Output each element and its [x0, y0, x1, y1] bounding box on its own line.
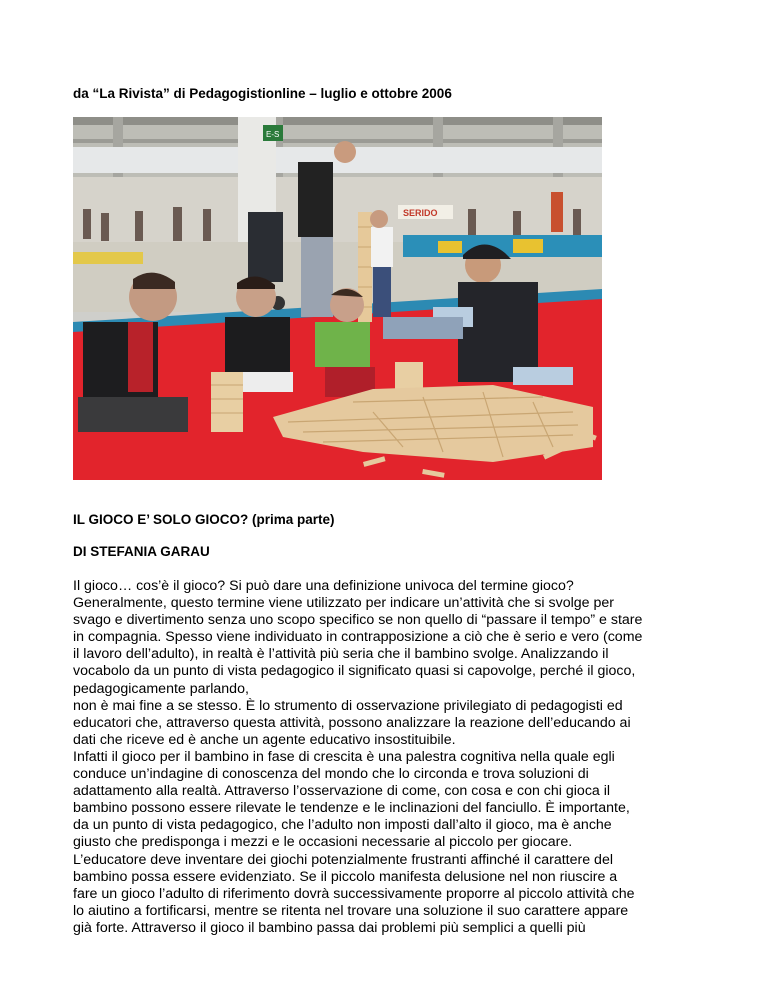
body-line: svago e divertimento senza uno scopo specifico se non quello di “passare il tempo” e stare: [73, 612, 643, 629]
body-line: il lavoro dell’adulto), in realtà è l’attività più seria che il bambino svolge. Analizzando il: [73, 646, 609, 663]
body-line: bambino possono essere rilevate le tendenze e le inclinazioni del fanciullo. È importante,: [73, 800, 630, 817]
article-title: IL GIOCO E’ SOLO GIOCO? (prima parte): [73, 512, 335, 527]
article-author: DI STEFANIA GARAU: [73, 544, 210, 559]
body-line: Il gioco… cos’è il gioco? Si può dare una definizione univoca del termine gioco?: [73, 578, 574, 594]
body-line: lo aiutino a fortificarsi, mentre se ritenta nel trovare una soluzione il suo carattere appare: [73, 902, 629, 919]
photo-banner-text: SERIDO: [403, 208, 438, 218]
photo-sign-text: E-S: [266, 130, 280, 139]
body-line: fare un gioco l’adulto di riferimento dovrà successivamente proporre al piccolo attività che: [73, 885, 635, 902]
body-line: adattamento alla realtà. Attraverso l’osservazione di come, con cosa e con chi gioca il: [73, 783, 611, 800]
article-photo: [73, 117, 602, 480]
body-line: in compagnia. Spesso viene individuato in contrapposizione a ciò che è serio e vero (come: [73, 629, 643, 646]
body-line: vocabolo da un punto di vista pedagogico il significato quasi si capovolge, perché il gioco,: [73, 663, 636, 680]
body-line: pedagogicamente parlando,: [73, 680, 249, 697]
body-line: non è mai fine a se stesso. È lo strumento di osservazione privilegiato di pedagogisti ed: [73, 697, 623, 714]
article-body: [73, 578, 703, 937]
body-line: L’educatore deve inventare dei giochi potenzialmente frustranti affinché il carattere del: [73, 851, 613, 868]
body-line: giusto che predisponga i mezzi e le occasioni necessarie al piccolo per giocare.: [73, 834, 573, 851]
body-line: da un punto di vista pedagogico, che l’adulto non imposti dall’alto il gioco, ma è anche: [73, 817, 612, 834]
body-line: educatori che, attraverso questa attività, possono analizzare la reazione dell’educando ai: [73, 714, 631, 731]
source-line: da “La Rivista” di Pedagogistionline – luglio e ottobre 2006: [73, 86, 452, 101]
photo-children-playing-icon: [73, 117, 602, 480]
body-line: Generalmente, questo termine viene utilizzato per indicare un’attività che si svolge per: [73, 595, 614, 612]
body-line: Infatti il gioco per il bambino in fase di crescita è una palestra cognitiva nella quale egli: [73, 748, 615, 765]
body-line: dati che riceve ed è anche un agente educativo insostituibile.: [73, 731, 456, 748]
body-line: già forte. Attraverso il gioco il bambino passa dai problemi più semplici a quelli più: [73, 919, 586, 936]
body-line: bambino possa essere evidenziato. Se il piccolo manifesta delusione nel non riuscire a: [73, 868, 618, 885]
body-line: conduce un’indagine di conoscenza del mondo che lo circonda e trova soluzioni di: [73, 766, 589, 783]
